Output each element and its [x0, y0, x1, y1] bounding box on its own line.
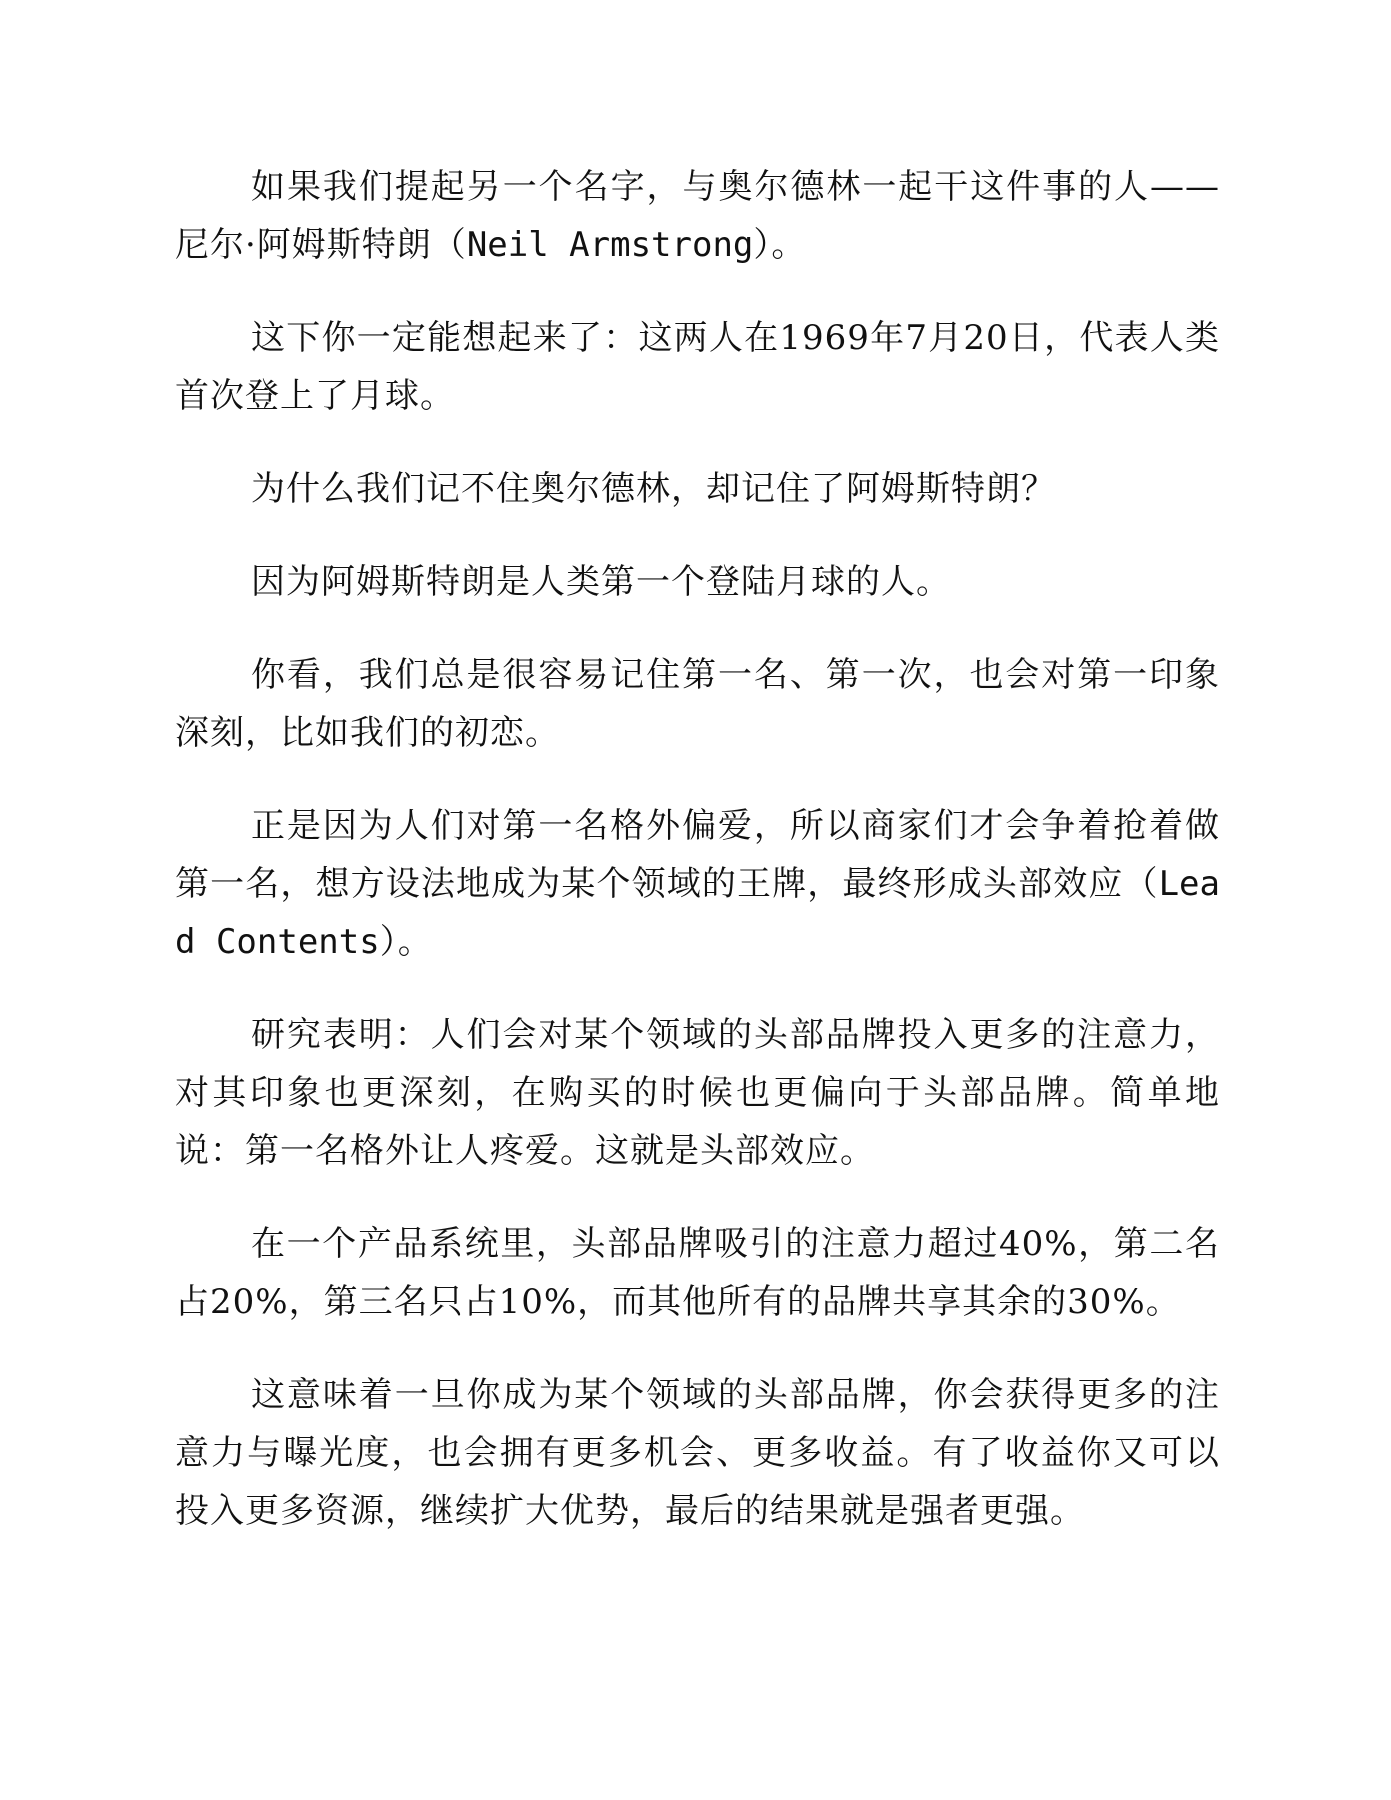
- english-name: Neil Armstrong: [466, 225, 754, 265]
- paragraph-text: ）。: [379, 922, 433, 962]
- text-body: [175, 158, 1220, 1575]
- paragraph-text: ）。: [753, 225, 807, 265]
- paragraph-research: 研究表明：人们会对某个领域的头部品牌投入更多的注意力，对其印象也更深刻，在购买的时候也更偏向于头部品牌。简单地说：第一名格外让人疼爱。这就是头部效应。: [175, 1015, 1220, 1171]
- english-term: Lead Contents: [175, 864, 1220, 962]
- paragraph-question: 为什么我们记不住奥尔德林，却记住了阿姆斯特朗？: [251, 469, 1056, 509]
- paragraph-first-on-moon: 因为阿姆斯特朗是人类第一个登陆月球的人。: [251, 562, 951, 602]
- paragraph-lead-effect: [175, 797, 1220, 971]
- paragraph-text: 如果我们提起另一个名字，与奥尔德林一起干这件事的人——尼尔·阿姆斯特朗（: [175, 167, 1220, 265]
- paragraph-remember-first: 你看，我们总是很容易记住第一名、第一次，也会对第一印象深刻，比如我们的初恋。: [175, 655, 1220, 753]
- paragraph-moon-landing: 这下你一定能想起来了：这两人在1969年7月20日，代表人类首次登上了月球。: [175, 318, 1220, 416]
- paragraph-aldrin-armstrong: [175, 158, 1220, 274]
- paragraph-text: 正是因为人们对第一名格外偏爱，所以商家们才会争着抢着做第一名，想方设法地成为某个领域的王牌，最终形成头部效应（: [175, 806, 1220, 904]
- paragraph-stronger: 这意味着一旦你成为某个领域的头部品牌，你会获得更多的注意力与曝光度，也会拥有更多机会、更多收益。有了收益你又可以投入更多资源，继续扩大优势，最后的结果就是强者更强。: [175, 1375, 1220, 1531]
- paragraph-attention-share: 在一个产品系统里，头部品牌吸引的注意力超过40%，第二名占20%，第三名只占10%，而其他所有的品牌共享其余的30%。: [175, 1224, 1220, 1322]
